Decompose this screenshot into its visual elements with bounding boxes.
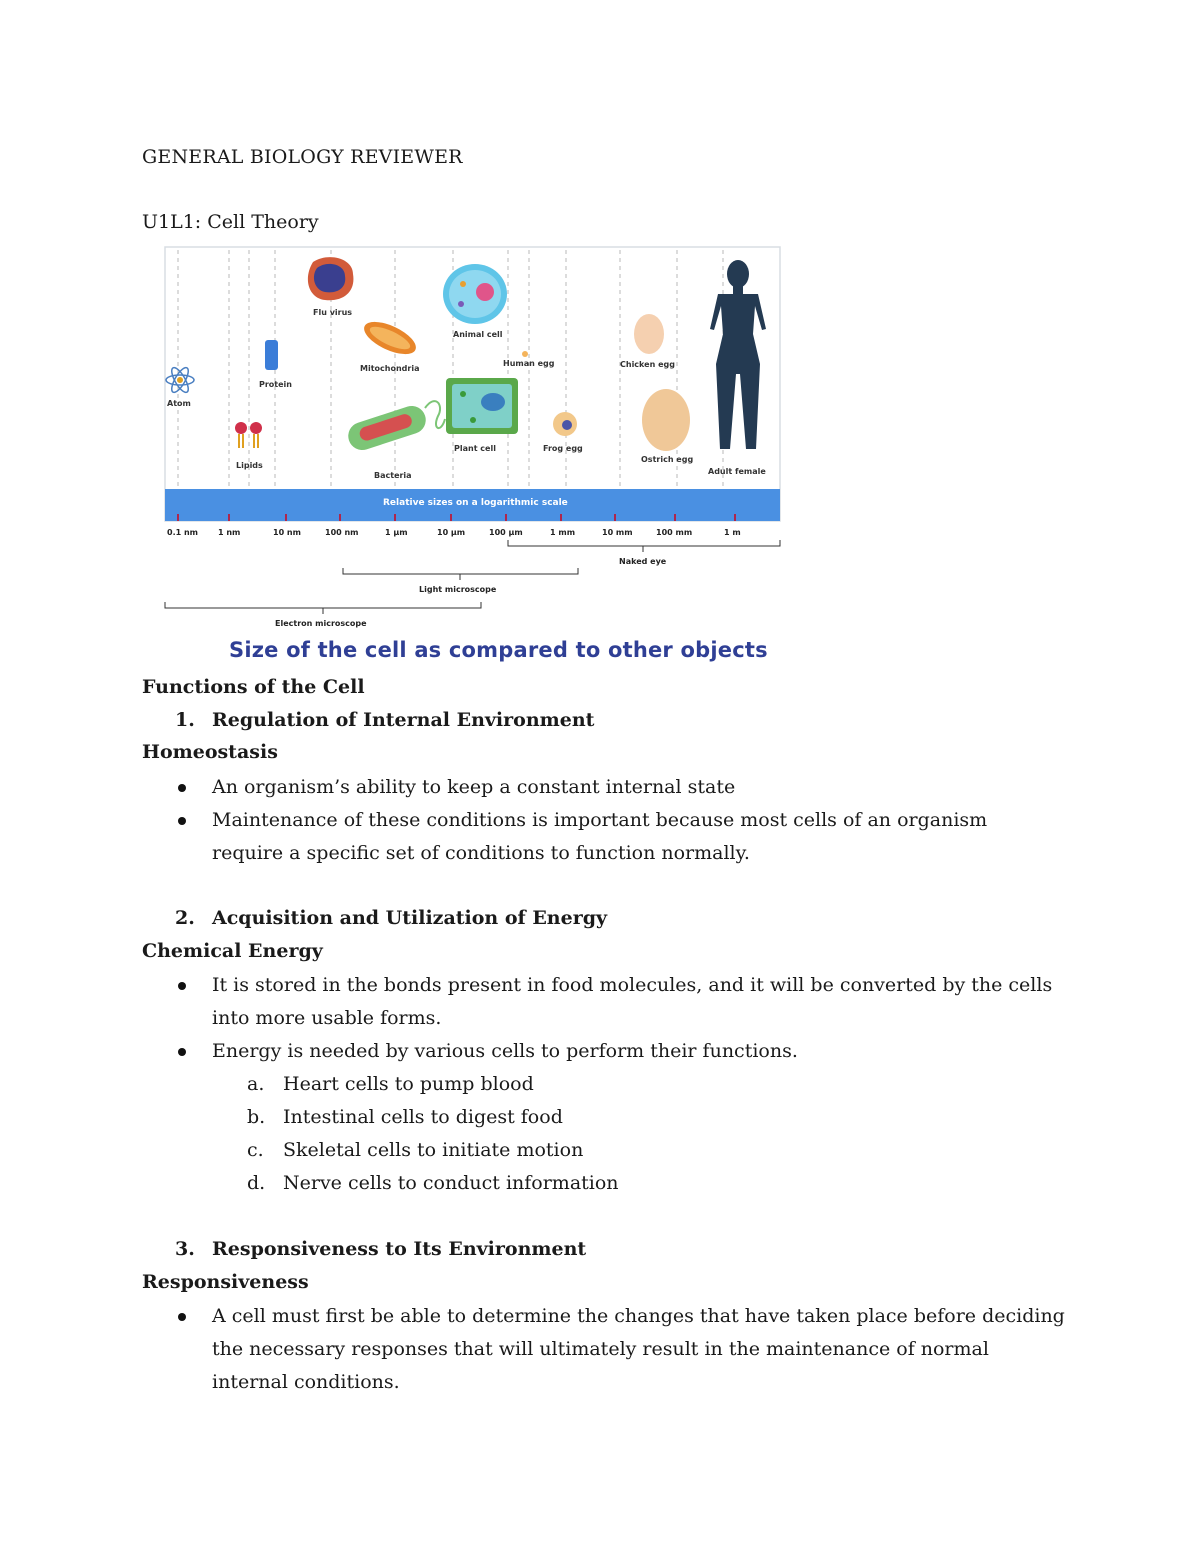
section-1-title: Regulation of Internal Environment: [212, 709, 595, 731]
tick-label: 10 mm: [602, 528, 633, 537]
tick-label: 1 mm: [550, 528, 576, 537]
light-microscope-bracket: [343, 568, 578, 574]
list-item: Heart cells to pump blood: [283, 1073, 534, 1095]
lesson-title: U1L1: Cell Theory: [142, 211, 319, 233]
bullet-icon: [178, 784, 186, 792]
label-bacteria: Bacteria: [374, 471, 412, 480]
section-3-term: Responsiveness: [142, 1271, 309, 1293]
plant-cell-icon: [446, 378, 518, 434]
label-lipids: Lipids: [236, 461, 263, 470]
tick-label: 100 nm: [325, 528, 359, 537]
protein-icon: [265, 340, 278, 370]
section-3-number: 3.: [175, 1238, 195, 1260]
bullet-icon: [178, 1313, 186, 1321]
cell-size-figure: [163, 244, 783, 636]
log-scale-label: Relative sizes on a logarithmic scale: [383, 498, 568, 508]
label-ostrich-egg: Ostrich egg: [641, 455, 694, 464]
tick-label: 0.1 nm: [167, 528, 198, 537]
animal-cell-icon: [443, 264, 507, 324]
label-human-egg: Human egg: [503, 359, 555, 368]
label-naked-eye: Naked eye: [619, 557, 667, 566]
label-plant-cell: Plant cell: [454, 444, 496, 453]
flu-virus-icon: [308, 257, 354, 300]
label-light-microscope: Light microscope: [419, 585, 497, 594]
bullet-text-continued: internal conditions.: [212, 1371, 400, 1393]
list-letter: d.: [247, 1172, 266, 1194]
tick-label: 10 μm: [437, 528, 466, 537]
label-electron-microscope: Electron microscope: [275, 619, 367, 628]
ostrich-egg-icon: [642, 389, 690, 451]
list-letter: a.: [247, 1073, 265, 1095]
bullet-text-continued: into more usable forms.: [212, 1007, 442, 1029]
list-letter: b.: [247, 1106, 266, 1128]
figure-caption: Size of the cell as compared to other objects: [229, 638, 768, 662]
section-1-term: Homeostasis: [142, 741, 278, 763]
bullet-text-continued: require a specific set of conditions to function normally.: [212, 842, 750, 864]
tick-label: 1 m: [724, 528, 741, 537]
cell-size-diagram: [163, 244, 783, 636]
label-mitochondria: Mitochondria: [360, 364, 420, 373]
functions-heading: Functions of the Cell: [142, 676, 365, 698]
document-title: GENERAL BIOLOGY REVIEWER: [142, 146, 463, 168]
label-protein: Protein: [259, 380, 292, 389]
bullet-text: Maintenance of these conditions is important because most cells of an organism: [212, 809, 988, 831]
label-atom: Atom: [167, 399, 191, 408]
label-adult-female: Adult female: [708, 467, 766, 476]
label-animal-cell: Animal cell: [453, 330, 503, 339]
list-item: Intestinal cells to digest food: [283, 1106, 563, 1128]
bullet-text-continued: the necessary responses that will ultimately result in the maintenance of normal: [212, 1338, 989, 1360]
section-2-number: 2.: [175, 907, 195, 929]
bullet-icon: [178, 982, 186, 990]
label-chicken-egg: Chicken egg: [620, 360, 675, 369]
tick-label: 1 nm: [218, 528, 241, 537]
tick-label: 100 μm: [489, 528, 523, 537]
label-frog-egg: Frog egg: [543, 444, 583, 453]
list-item: Nerve cells to conduct information: [283, 1172, 619, 1194]
frog-egg-icon: [553, 412, 577, 436]
bullet-text: A cell must first be able to determine the changes that have taken place before deciding: [212, 1305, 1065, 1327]
list-item: Skeletal cells to initiate motion: [283, 1139, 584, 1161]
bullet-text: Energy is needed by various cells to perform their functions.: [212, 1040, 798, 1062]
list-letter: c.: [247, 1139, 264, 1161]
section-3-title: Responsiveness to Its Environment: [212, 1238, 587, 1260]
chicken-egg-icon: [634, 314, 664, 354]
section-2-term: Chemical Energy: [142, 940, 323, 962]
bullet-text: An organism’s ability to keep a constant internal state: [212, 776, 736, 798]
section-2-title: Acquisition and Utilization of Energy: [212, 907, 608, 929]
naked-eye-bracket: [508, 540, 780, 546]
section-1-number: 1.: [175, 709, 195, 731]
electron-microscope-bracket: [165, 602, 481, 608]
bullet-text: It is stored in the bonds present in food molecules, and it will be converted by the cells: [212, 974, 1053, 996]
tick-label: 1 μm: [385, 528, 408, 537]
bullet-icon: [178, 1048, 186, 1056]
human-egg-icon: [522, 351, 528, 357]
bullet-icon: [178, 817, 186, 825]
tick-label: 10 nm: [273, 528, 301, 537]
tick-label: 100 mm: [656, 528, 693, 537]
label-flu-virus: Flu virus: [313, 308, 353, 317]
